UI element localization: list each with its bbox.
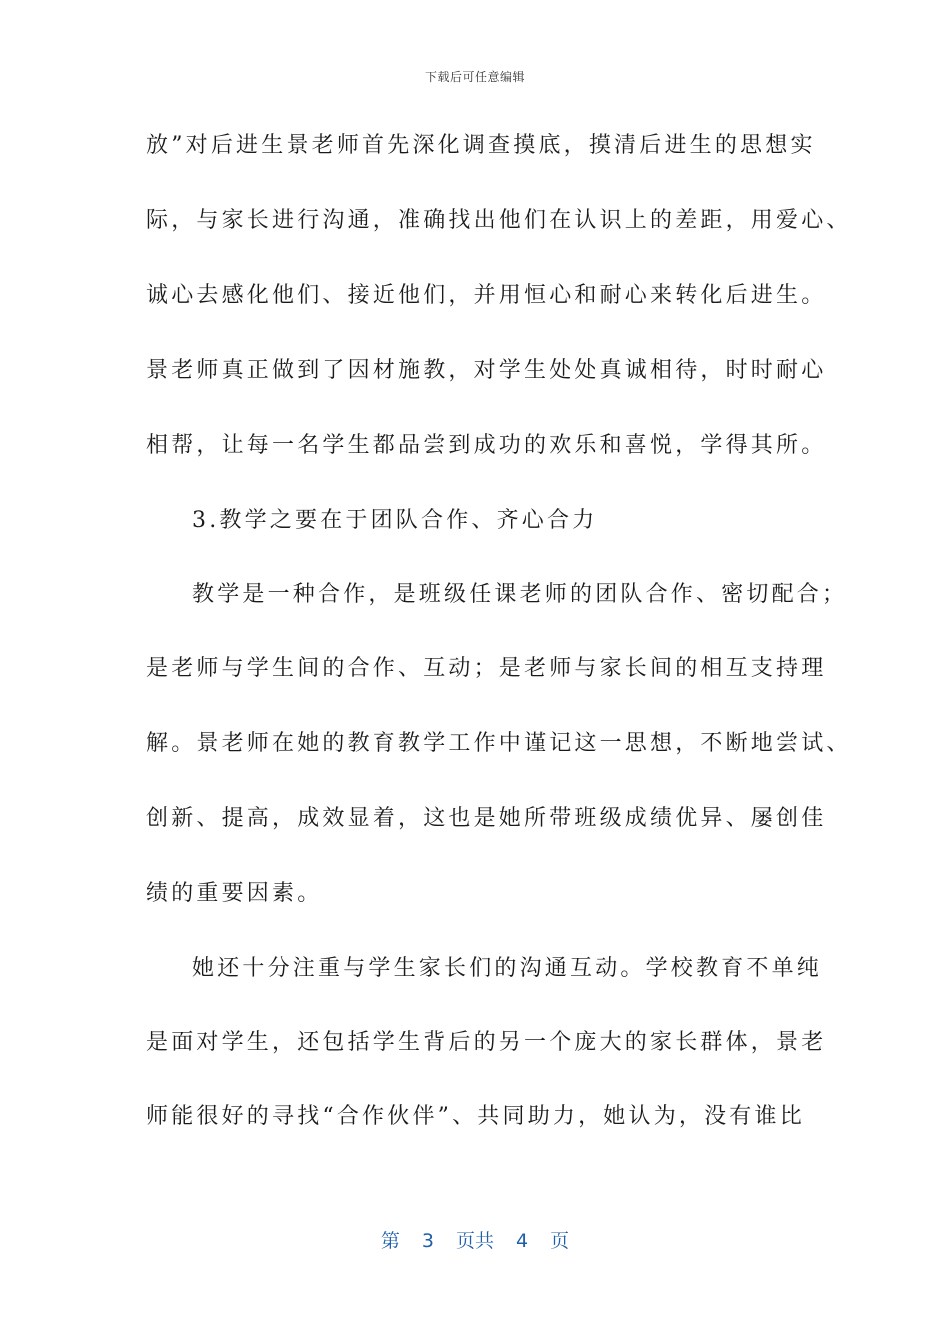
body-line: 绩的重要因素。 [146,881,323,906]
body-line: 她还十分注重与学生家长们的沟通互动。学校教育不单纯 [192,956,823,981]
body-line: 创新、提高，成效显着，这也是她所带班级成绩优异、屡创佳 [146,806,827,831]
body-line: 是面对学生，还包括学生背后的另一个庞大的家长群体，景老 [146,1030,827,1055]
current-page-number: 3 [421,1230,434,1252]
body-line: 师能很好的寻找“合作伙伴”、共同助力，她认为，没有谁比 [146,1104,805,1129]
body-line: 景老师真正做到了因材施教，对学生处处真诚相待，时时耐心 [146,358,827,383]
page-footer [0,1226,950,1253]
body-line: 教学是一种合作，是班级任课老师的团队合作、密切配合； [192,582,848,607]
body-line: 放”对后进生景老师首先深化调查摸底，摸清后进生的思想实 [146,133,816,158]
section-heading: 3.教学之要在于团队合作、齐心合力 [192,508,598,533]
body-line: 相帮，让每一名学生都品尝到成功的欢乐和喜悦，学得其所。 [146,433,827,458]
page-middle: 页共 [455,1230,494,1252]
page-prefix: 第 [380,1230,400,1252]
body-line: 是老师与学生间的合作、互动；是老师与家长间的相互支持理 [146,656,827,681]
body-line: 际，与家长进行沟通，准确找出他们在认识上的差距，用爱心、 [146,208,852,233]
header-note: 下载后可任意编辑 [424,70,525,84]
page-suffix: 页 [550,1230,570,1252]
total-page-number: 4 [516,1230,529,1252]
body-line: 解。景老师在她的教育教学工作中谨记这一思想，不断地尝试、 [146,731,852,756]
body-line: 诚心去感化他们、接近他们，并用恒心和耐心来转化后进生。 [146,283,827,308]
